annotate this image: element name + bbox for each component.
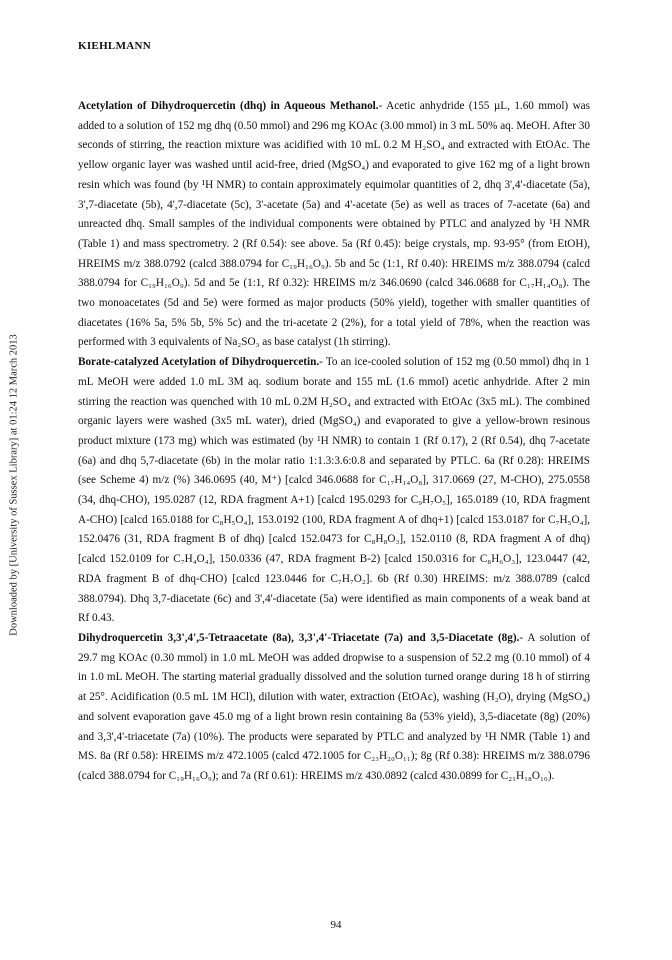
- download-notice: Downloaded by [University of Sussex Library] at 01:24 12 March 2013: [8, 334, 20, 636]
- download-watermark: [2, 170, 26, 800]
- section-text: - Acetic anhydride (155 µL, 1.60 mmol) was added to a solution of 152 mg dhq (0.50 mmol) and 296 mg KOAc (3.00 mmol) in 3 mL 50% aq. MeOH. After 30 seconds of stirring, the reaction mixture was acidified with 10 mL 0.2 M H₂SO₄ and extracted with EtOAc. The yellow organic layer was washed until acid-free, dried (MgSO₄) and evaporated to give 162 mg of a light brown resin which was found (by ¹H NMR) to contain approximately equimolar quantities of 2, dhq 3',4'-diacetate (5a), 3',7-diacetate (5b), 4',7-diacetate (5c), 3'-acetate (5a) and 4'-acetate (5e) as well as traces of 7-acetate (6a) and unreacted dhq. Small samples of the individual components were obtained by PTLC and analyzed by ¹H NMR (Table 1) and mass spectrometry. 2 (Rf 0.54): see above. 5a (Rf 0.45): beige crystals, mp. 93-95° (from EtOH), HREIMS m/z 388.0792 (calcd 388.0794 for C₁₉H₁₆O₉). 5b and 5c (1:1, Rf 0.40): HREIMS m/z 388.0794 (calcd 388.0794 for C₁₉H₁₆O₉). 5d and 5e (1:1, Rf 0.32): HREIMS m/z 346.0690 (calcd 346.0688 for C₁₇H₁₄O₈). The two monoacetates (5d and 5e) were formed as major products (50% yield), together with smaller quantities of diacetates (16% 5a, 5% 5b, 5% 5c) and the tri-acetate 2 (2%), for a total yield of 78%, when the reaction was performed with 3 equivalents of Na₂SO₃ as base catalyst (1h stirring).: [78, 100, 590, 349]
- section-text: - To an ice-cooled solution of 152 mg (0.50 mmol) dhq in 1 mL MeOH were added 1.0 mL 3M aq. sodium borate and 155 mL (1.6 mmol) acetic anhydride. After 2 min stirring the reaction was quenched with 10 mL 0.2M H₂SO₄ and extracted with EtOAc (3x5 mL). The combined organic layers were washed (3x5 mL water), dried (MgSO₄) and evaporated to give a yellow-brown resinous product mixture (173 mg) which was estimated (by ¹H NMR) to contain 1 (Rf 0.17), 2 (Rf 0.54), dhq 7-acetate (6a) and dhq 5,7-diacetate (6b) in the molar ratio 1:1.3:3.6:0.8 and separated by PTLC. 6a (Rf 0.28): HREIMS (see Scheme 4) m/z (%) 346.0695 (40, M⁺) [calcd 346.0688 for C₁₇H₁₄O₈], 317.0669 (27, M-CHO), 275.0558 (34, dhq-CHO), 195.0287 (12, RDA fragment A+1) [calcd 195.0293 for C₉H₇O₅], 165.0189 (10, RDA fragment A-CHO) [calcd 165.0188 for C₈H₅O₄], 153.0192 (100, RDA fragment A of dhq+1) [calcd 153.0187 for C₇H₅O₄], 152.0476 (31, RDA fragment B of dhq) [calcd 152.0473 for C₈H₈O₃], 152.0110 (8, RDA fragment A of dhq) [calcd 152.0109 for C₇H₄O₄], 150.0336 (47, RDA fragment B-2) [calcd 150.0316 for C₈H₆O₃], 123.0447 (42, RDA fragment B of dhq-CHO) [calcd 123.0446 for C₇H₇O₂]. 6b (Rf 0.30) HREIMS: m/z 388.0789 (calcd 388.0794). Dhq 3,7-diacetate (6c) and 3',4'-diacetate (5a) were identified as main components of a weak band at Rf 0.43.: [78, 356, 590, 625]
- article-body: [78, 97, 590, 787]
- section-text: - A solution of 29.7 mg KOAc (0.30 mmol) in 1.0 mL MeOH was added dropwise to a suspension of 52.2 mg (0.10 mmol) of 4 in 1.0 mL MeOH. The starting material gradually dissolved and the solution turned orange during 18 h of stirring at 25°. Acidification (0.5 mL 1M HCl), dilution with water, extraction (EtOAc), washing (H₂O), drying (MgSO₄) and solvent evaporation gave 45.0 mg of a light brown resin containing 8a (53% yield), 3,5-diacetate (8g) (20%) and 3,3',4'-triacetate (7a) (10%). The products were separated by PTLC and analyzed by ¹H NMR (Table 1) and MS. 8a (Rf 0.58): HREIMS m/z 472.1005 (calcd 472.1005 for C₂₃H₂₀O₁₁); 8g (Rf 0.38): HREIMS m/z 388.0796 (calcd 388.0794 for C₁₉H₁₆O₉); and 7a (Rf 0.61): HREIMS m/z 430.0892 (calcd 430.0899 for C₂₁H₁₈O₁₀).: [78, 631, 590, 782]
- section-heading: Acetylation of Dihydroquercetin (dhq) in Aqueous Methanol.: [78, 100, 379, 112]
- section-heading: Borate-catalyzed Acetylation of Dihydroquercetin.: [78, 356, 320, 369]
- section-heading: Dihydroquercetin 3,3',4',5-Tetraacetate (8a), 3,3',4'-Triacetate (7a) and 3,5-Diacetate (8g).: [78, 631, 520, 644]
- running-head: KIEHLMANN: [78, 40, 151, 52]
- paragraph-borate-catalyzed: [78, 353, 590, 629]
- page-number: 94: [330, 919, 342, 931]
- paragraph-tetraacetate: [78, 629, 590, 787]
- paragraph-acetylation-aqueous-methanol: [78, 97, 590, 353]
